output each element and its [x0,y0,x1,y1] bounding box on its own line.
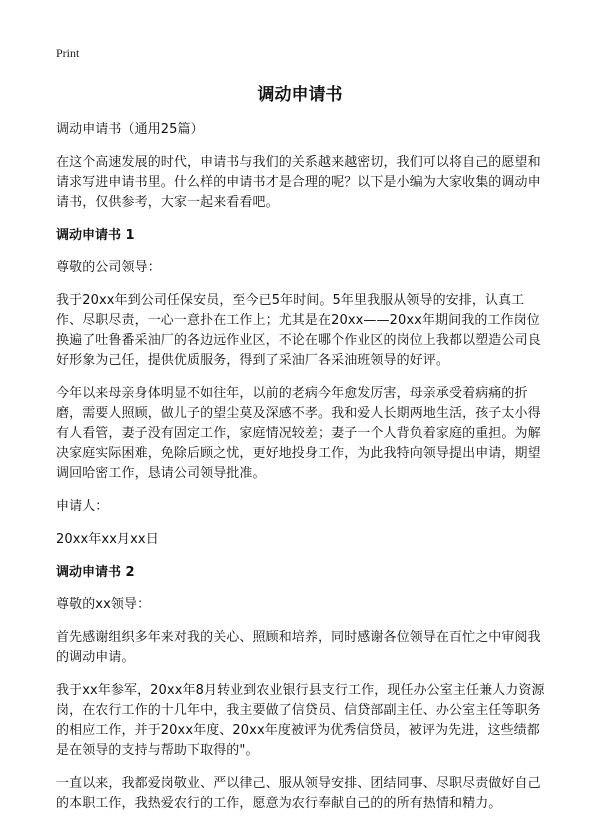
document-subtitle: 调动申请书（通用25篇） [56,122,204,137]
section-1-paragraph-2: 今年以来母亲身体明显不如往年，以前的老病今年愈发厉害，母亲承受着病痛的折磨，需要人照顾，做儿子的望尘莫及深感不孝。我和爱人长期两地生活，孩子太小得有人看管，妻子没有固定工作，家庭情况较差；妻子一个人背负着家庭的重担。为解决家庭实际困难，免除后顾之忧，更好地投身工作，为此我特向领导提出申请，期望调回哈密工作，恳请公司领导批准。 [56,386,541,481]
signature-line: 申请人： [56,499,109,514]
section-2-paragraph-2: 我于xx年参军，20xx年8月转业到农业银行县支行工作，现任办公室主任兼人力资源岗，在农行工作的十几年中，我主要做了信贷员、信贷部副主任、办公室主任等职务的相应工作，并于20xx年度、20xx年度被评为优秀信贷员，被评为先进，这些绩都是在领导的支持与帮助下取得的"。 [56,683,545,758]
document-title: 调动申请书 [257,85,343,105]
intro-paragraph: 在这个高速发展的时代，申请书与我们的关系越来越密切，我们可以将自己的愿望和请求写进申请书里。什么样的申请书才是合理的呢？以下是小编为大家收集的调动申请书，仅供参考，大家一起来看看吧。 [56,155,541,210]
section-2-paragraph-3: 一直以来，我都爱岗敬业、严以律己、服从领导安排、团结同事、尽职尽责做好自己的本职工作，我热爱农行的工作，愿意为农行奉献自己的的所有热情和精力。 [56,776,541,811]
date-line: 20xx年xx月xx日 [56,532,159,547]
section-heading-1: 调动申请书 1 [56,228,135,243]
section-1-paragraph-1: 我于20xx年到公司任保安员，至今已5年时间。5年里我服从领导的安排，认真工作、尽职尽责，一心一意扑在工作上；尤其是在20xx——20xx年期间我的工作岗位换遍了吐鲁番采油厂的各边远作业区，不论在哪个作业区的岗位上我都以塑造公司良好形象为己任，提供优质服务，得到了采油厂各采油班领导的好评。 [56,293,541,368]
salutation-2: 尊敬的xx领导： [56,597,151,612]
section-heading-2: 调动申请书 2 [56,565,135,580]
document-body [56,120,546,827]
section-2-paragraph-1: 首先感谢组织多年来对我的关心、照顾和培养，同时感谢各位领导在百忙之中审阅我的调动申请。 [56,630,541,665]
salutation-1: 尊敬的公司领导： [56,260,161,275]
print-link[interactable]: Print [56,46,80,60]
